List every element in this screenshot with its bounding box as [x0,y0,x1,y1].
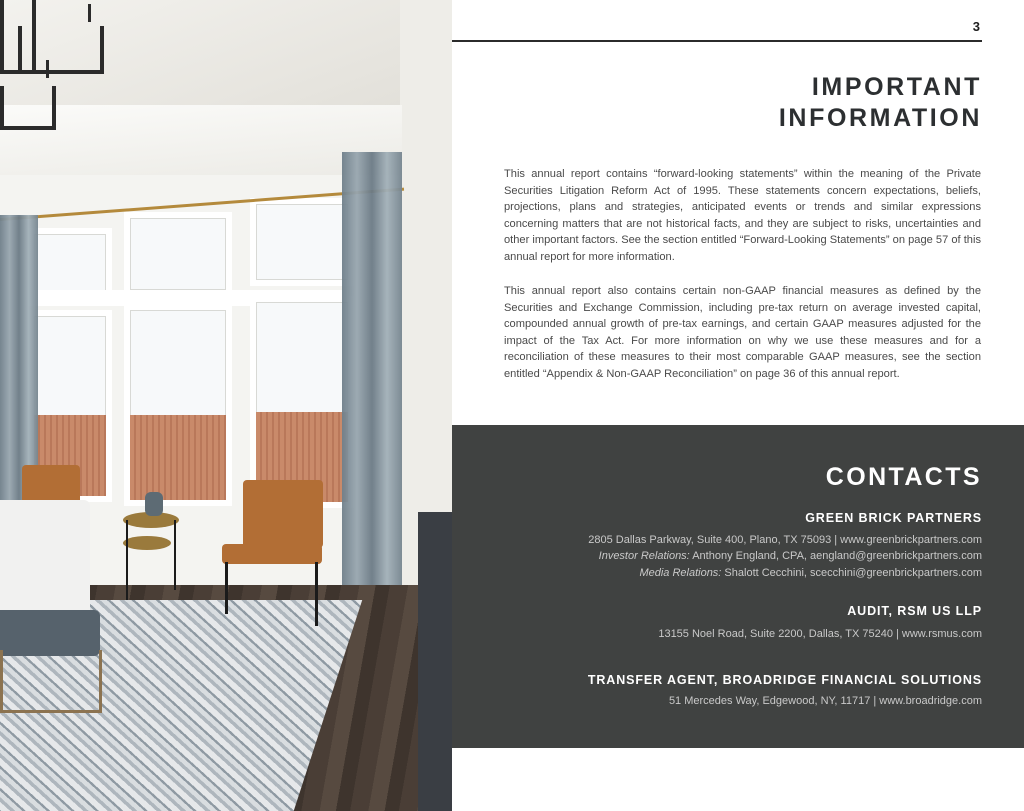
company-address: 2805 Dallas Parkway, Suite 400, Plano, TX 75093 | www.greenbrickpartners.com [588,534,982,546]
bedroom-photo [0,0,452,811]
audit-name: AUDIT, RSM US LLP [847,604,982,618]
page-title [502,72,982,134]
transfer-agent-address: 51 Mercedes Way, Edgewood, NY, 11717 | www.broadridge.com [668,695,982,707]
contacts-panel [452,425,1024,748]
media-relations-line [639,567,982,579]
investor-relations-value: Anthony England, CPA, aengland@greenbrickpartners.com [689,550,982,562]
media-relations-value: Shalott Cecchini, scecchini@greenbrickpartners.com [721,567,982,579]
page-title-line-1: IMPORTANT [811,73,982,101]
header-rule [452,40,982,42]
investor-relations-line [599,550,982,562]
contacts-heading: CONTACTS [825,463,982,491]
transfer-agent-name: TRANSFER AGENT, BROADRIDGE FINANCIAL SOLUTIONS [587,673,982,687]
forward-looking-paragraph: This annual report contains “forward-looking statements” within the meaning of the Private Securities Litigation Reform Act of 1995. These statements concern expectations, beliefs, projections, plans and strategies, anticipated events or trends and similar expressions concerning matters that are not historical facts, and they are subject to risks, uncertainties and other important factors. See the section entitled “Forward-Looking Statements” on page 57 of this annual report for more information. [504,168,981,263]
investor-relations-label: Investor Relations: [598,550,690,562]
media-relations-label: Media Relations: [639,567,722,579]
non-gaap-paragraph: This annual report also contains certain non-GAAP financial measures as defined by the Securities and Exchange Commission, including pre-tax return on average invested capital, compounded annual growth of pre-tax earnings, and certain GAAP measures adjusted for the impact of the Tax Act. For more information on why we use these measures and for a reconciliation of these measures to their most comparable GAAP measures, see the section entitled “Appendix & Non-GAAP Reconciliation” on page 36 of this annual report. [504,285,981,380]
page-number: 3 [972,19,980,34]
audit-address: 13155 Noel Road, Suite 2200, Dallas, TX 75240 | www.rsmus.com [658,628,982,640]
company-name: GREEN BRICK PARTNERS [805,511,982,525]
page-title-line-2: INFORMATION [778,104,982,132]
